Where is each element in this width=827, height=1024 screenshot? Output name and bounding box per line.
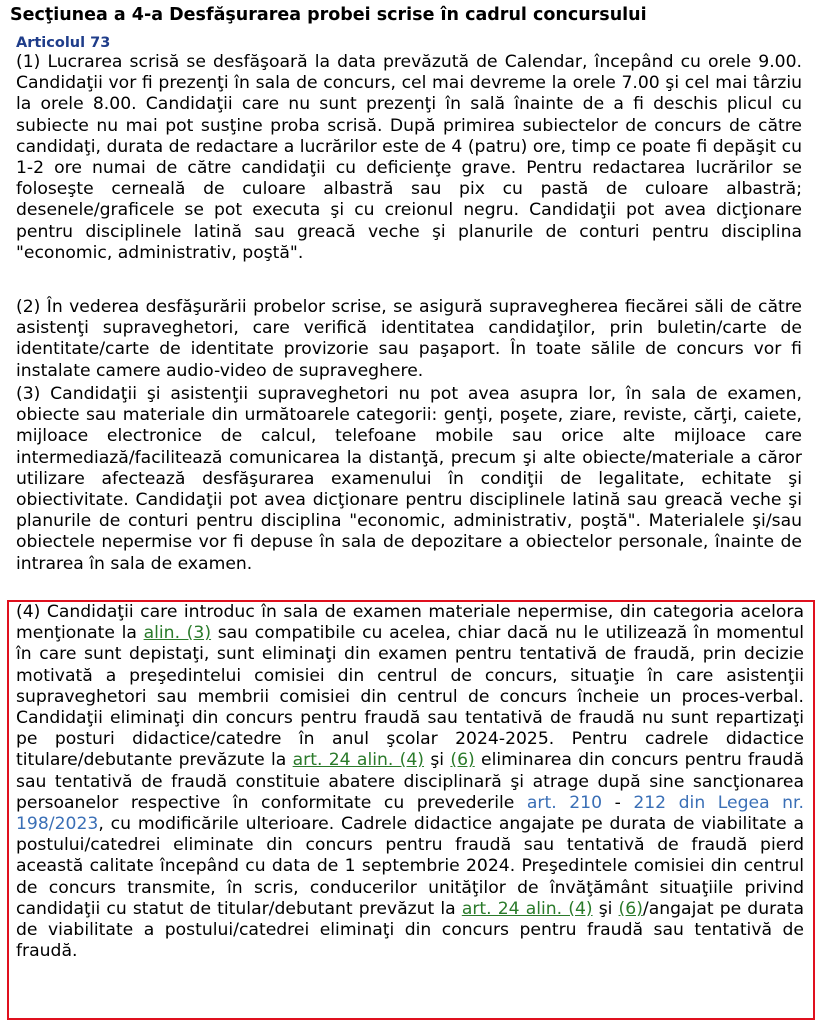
p4-text-h: /angajat pe durata de viabilitate a postului/catedrei eliminaţi din concurs pentru fraudă sau tentativă de fraudă. [16, 898, 804, 962]
paragraph-2: (2) În vederea desfăşurării probelor scrise, se asigură supravegherea fiecărei săli de către asistenţi supraveghetori, care verifică identitatea candidaţilor, prin buletin/carte de identitate/carte de identitate provizorie sau paşaport. În toate sălile de concurs vor fi instalate camere audio-video de supraveghere. [16, 297, 802, 381]
link-legea-198-2023[interactable]: 212 din Legea nr. 198/2023 [16, 792, 805, 835]
p4-text-c: şi [424, 750, 451, 771]
article-label: Articolul 73 [16, 35, 111, 51]
link-alin-6[interactable]: (6) [450, 750, 475, 771]
p4-text-d: eliminarea din concurs pentru fraudă sau tentativă de fraudă constituie abatere disciplinară şi atrage după sine sancţionarea persoanelor respective în conformitate cu prevederile [16, 750, 805, 813]
link-alin-6-second[interactable]: (6) [618, 898, 643, 919]
link-art-24-alin-4-second[interactable]: art. 24 alin. (4) [461, 898, 593, 919]
paragraph-4 [16, 602, 804, 962]
p4-text-b: sau compatibile cu acelea, chiar dacă nu le utilizează în momentul în care sunt depistaţi, sunt eliminaţi din examen pentru tentativă de fraudă, prin decizie motivată a preşedintelui comisiei din centrul de concurs, situaţie în care asistenţii supraveghetori sau membrii comisiei din centrul de concurs încheie un proces-verbal. Candidaţii eliminaţi din concurs pentru fraudă sau tentativă de fraudă nu sunt repartizaţi pe posturi didactice/catedre în anul şcolar 2024-2025. Pentru cadrele didactice titulare/debutante prevăzute la [16, 623, 805, 771]
section-title: Secţiunea a 4-a Desfăşurarea probei scrise în cadrul concursului [10, 5, 647, 25]
link-art-24-alin-4[interactable]: art. 24 alin. (4) [292, 750, 425, 771]
link-art-210[interactable]: art. 210 [526, 792, 603, 813]
paragraph-3: (3) Candidaţii şi asistenţii supraveghetori nu pot avea asupra lor, în sala de examen, obiecte sau materiale din următoarele categorii: genţi, poşete, ziare, reviste, cărţi, caiete, mijloace electronice de calcul, telefoane mobile sau orice alte mijloace care intermediază/facilitează comunicarea la distanţă, precum şi alte obiecte/materiale a căror utilizare afectează desfăşurarea examenului în condiţii de legalitate, echitate şi obiectivitate. Candidaţii pot avea dicţionare pentru disciplinele latină sau greacă veche şi planurile de conturi pentru disciplina "economic, administrativ, poştă". Materialele şi/sau obiectele nepermise vor fi depuse în sala de depozitare a obiectelor personale, înainte de intrarea în sala de examen. [16, 384, 802, 574]
link-alin-3[interactable]: alin. (3) [143, 623, 212, 644]
p4-text-a: (4) Candidaţii care introduc în sala de examen materiale nepermise, din categoria acelora menţionate la [16, 602, 804, 644]
p4-text-e: - [602, 792, 634, 813]
p4-text-g: şi [592, 898, 619, 919]
paragraph-1: (1) Lucrarea scrisă se desfăşoară la data prevăzută de Calendar, începând cu orele 9.00. Candidaţii vor fi prezenţi în sala de concurs, cel mai devreme la orele 7.00 şi cel mai târziu la orele 8.00. Candidaţii care nu sunt prezenţi în sală înainte de a fi deschis plicul cu subiecte nu mai pot susţine proba scrisă. După primirea subiectelor de concurs de către candidaţi, durata de redactare a lucrărilor este de 4 (patru) ore, timp ce poate fi depăşit cu 1-2 ore numai de către candidaţii cu deficienţe grave. Pentru redactarea lucrărilor se foloseşte cerneală de culoare albastră sau pix cu pastă de culoare albastră; desenele/graficele se pot executa şi cu creionul negru. Candidaţii pot avea dicţionare pentru disciplinele latină sau greacă veche şi planurile de conturi pentru disciplina "economic, administrativ, poştă". [16, 52, 802, 263]
p4-text-f: , cu modificările ulterioare. Cadrele didactice angajate pe durata de viabilitate a postului/catedrei eliminate din concurs pentru fraudă sau tentativă de fraudă pierd această calitate începând cu data de 1 septembrie 2024. Preşedintele comisiei din centrul de concurs transmite, în scris, conducerilor unităţilor de învăţământ situaţiile privind candidaţii cu statut de titular/debutant prevăzut la [16, 814, 804, 919]
